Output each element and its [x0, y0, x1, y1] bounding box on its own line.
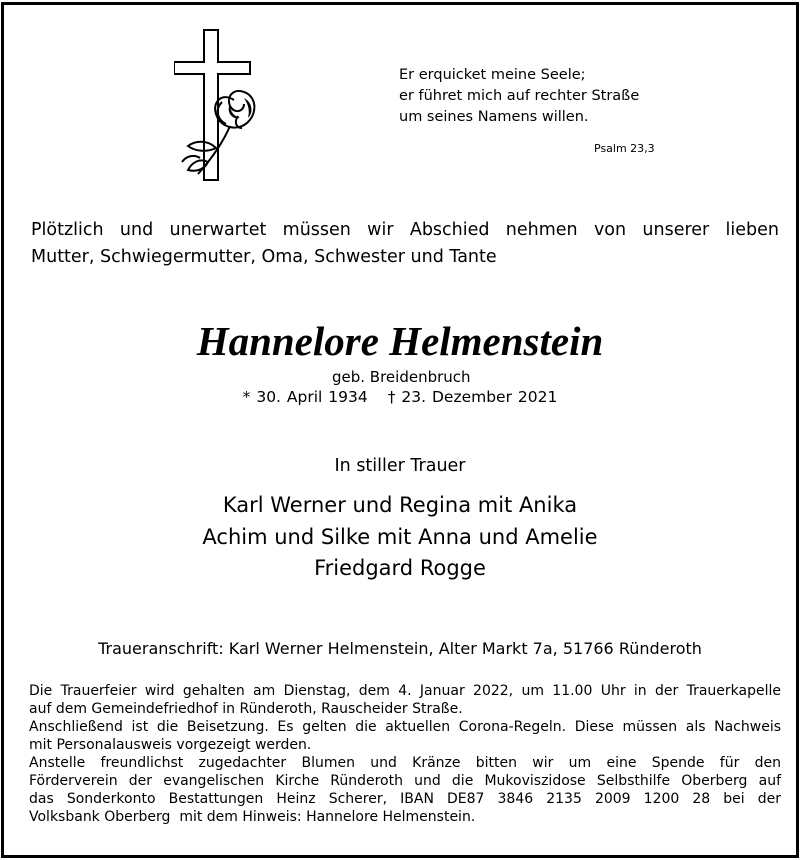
birth-name: geb. Breidenbruch: [332, 368, 471, 386]
info-line: Volksbank Oberberg mit dem Hinweis: Hannelore Helmenstein.: [29, 809, 476, 825]
birth-date: * 30. April 1934: [242, 388, 368, 406]
info-line: auf dem Gemeindefriedhof in Ründeroth, Rauscheider Straße.: [29, 701, 463, 717]
funeral-information: [29, 682, 781, 826]
psalm-line: er führet mich auf rechter Straße: [399, 88, 640, 104]
info-line: mit Personalausweis vorgezeigt werden.: [29, 737, 312, 753]
info-line: Die Trauerfeier wird gehalten am Dienstag, dem 4. Januar 2022, um 11.00 Uhr in der Trauerkapelle: [29, 683, 781, 699]
deceased-name: Hannelore Helmenstein: [196, 318, 604, 364]
intro-line: Mutter, Schwiegermutter, Oma, Schwester und Tante: [31, 247, 497, 267]
mourner-name: Achim und Silke mit Anna und Amelie: [202, 524, 598, 549]
info-line: Förderverein der evangelischen Kirche Ründeroth und die Mukoviszidose Selbsthilfe Oberberg auf: [29, 773, 781, 789]
psalm-line: um seines Namens willen.: [399, 109, 589, 125]
mourner-name: Karl Werner und Regina mit Anika: [222, 493, 578, 517]
life-dates: [4, 388, 796, 406]
mourner-name: Friedgard Rogge: [314, 556, 486, 580]
mourning-heading: In stiller Trauer: [334, 456, 466, 476]
intro-text: [31, 217, 779, 271]
obituary-notice: [1, 2, 799, 858]
info-line: das Sonderkonto Bestattungen Heinz Scherer, IBAN DE87 3846 2135 2009 1200 28 bei der: [29, 791, 781, 807]
death-date: † 23. Dezember 2021: [387, 388, 558, 406]
info-line: Anschließend ist die Beisetzung. Es gelten die aktuellen Corona-Regeln. Diese müssen als Nachweis: [29, 719, 781, 735]
psalm-reference: Psalm 23,3: [594, 142, 655, 155]
psalm-quote: [399, 65, 655, 155]
intro-line: Plötzlich und unerwartet müssen wir Abschied nehmen von unserer lieben: [31, 220, 779, 240]
psalm-line: Er erquicket meine Seele;: [399, 67, 586, 83]
mourning-address: Traueranschrift: Karl Werner Helmenstein, Alter Markt 7a, 51766 Ründeroth: [98, 639, 702, 658]
mourner-list: [4, 490, 796, 585]
info-line: Anstelle freundlichst zugedachter Blumen und Kränze bitten wir um eine Spende für den: [29, 755, 781, 771]
cross-with-rose-icon: [174, 22, 269, 192]
